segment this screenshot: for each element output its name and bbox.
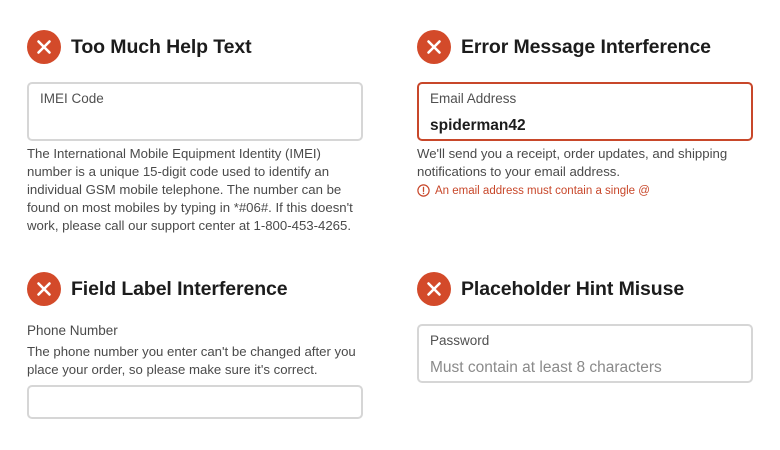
error-text: An email address must contain a single @ [435, 184, 650, 197]
panel-title: Placeholder Hint Misuse [461, 277, 685, 300]
error-message [417, 184, 650, 197]
imei-code-field[interactable] [27, 82, 363, 141]
phone-number-field[interactable] [27, 385, 363, 419]
panel-header [27, 30, 363, 64]
panel-header [417, 30, 753, 64]
help-line: individual GSM mobile telephone. The number can be [27, 182, 342, 197]
alert-circle-icon [417, 184, 430, 197]
help-line: number is a unique 15-digit code used to identify an [27, 164, 330, 179]
email-address-field[interactable] [417, 82, 753, 141]
help-line: work, please call our support center at 1-800-453-4265. [27, 218, 352, 233]
panel-title: Too Much Help Text [71, 35, 252, 58]
help-line: We'll send you a receipt, order updates, and shipping [417, 146, 728, 161]
help-line: place your order, so please make sure it's correct. [27, 362, 318, 377]
close-icon [27, 30, 61, 64]
panel-field-label-interference [27, 272, 363, 377]
panel-title: Field Label Interference [71, 277, 288, 300]
phone-number-label: Phone Number [27, 323, 118, 338]
field-placeholder: Must contain at least 8 characters [430, 359, 662, 376]
help-line: The phone number you enter can't be changed after you [27, 344, 356, 359]
password-field[interactable] [417, 324, 753, 383]
close-icon [417, 272, 451, 306]
help-text [27, 145, 353, 235]
panel-header [417, 272, 753, 306]
help-line: notifications to your email address. [417, 164, 621, 179]
field-label: Password [430, 333, 490, 348]
help-line: The International Mobile Equipment Identity (IMEI) [27, 146, 321, 161]
panel-too-much-help-text [27, 30, 363, 233]
field-label: IMEI Code [40, 91, 104, 106]
panel-title: Error Message Interference [461, 35, 711, 58]
field-label: Email Address [430, 91, 517, 106]
help-line: found on most mobiles by typing in *#06#. If this doesn't [27, 200, 353, 215]
panel-error-message-interference [417, 30, 753, 197]
panel-placeholder-hint-misuse [417, 272, 753, 376]
close-icon [27, 272, 61, 306]
help-text [27, 343, 356, 379]
help-text [417, 145, 727, 181]
panel-header [27, 272, 363, 306]
field-value: spiderman42 [430, 117, 526, 134]
close-icon [417, 30, 451, 64]
